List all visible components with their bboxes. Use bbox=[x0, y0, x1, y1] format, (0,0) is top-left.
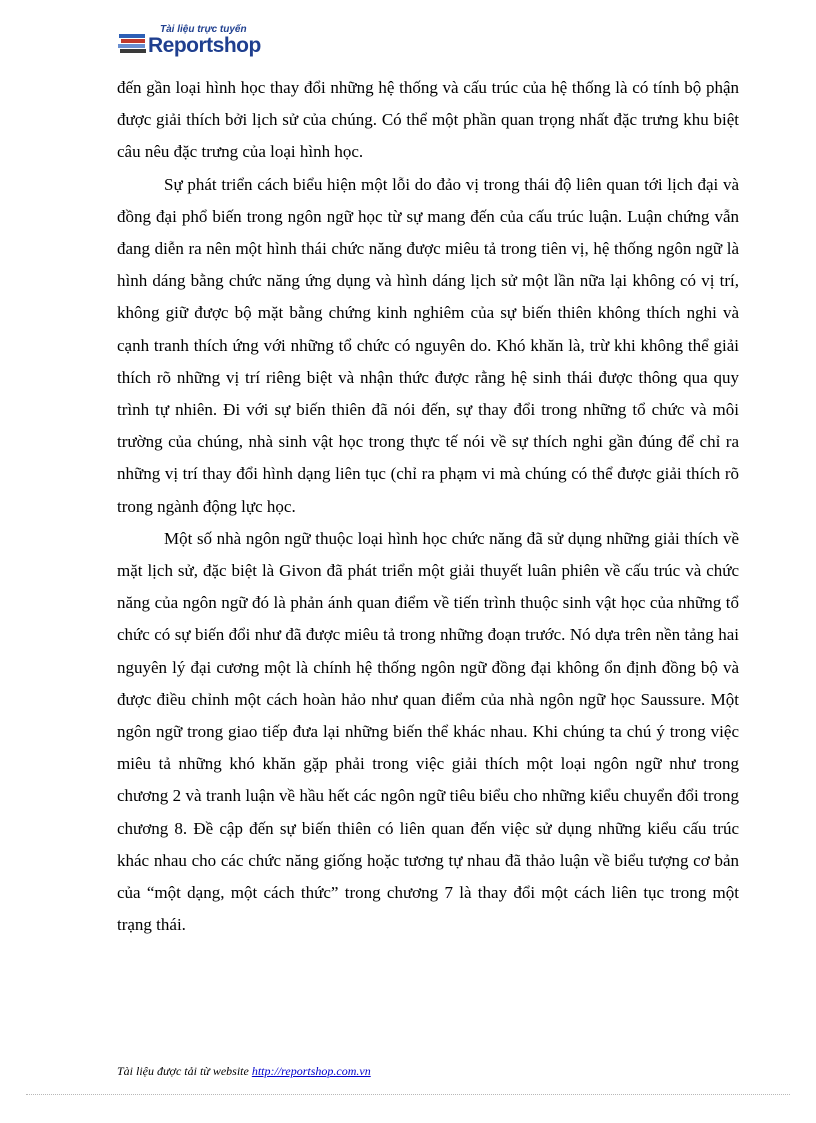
logo-tagline: Tài liệu trực tuyến bbox=[160, 24, 247, 35]
document-body bbox=[117, 72, 739, 941]
logo-name-report: Report bbox=[148, 34, 213, 57]
logo-name bbox=[148, 34, 261, 58]
books-icon bbox=[118, 32, 148, 54]
footer-link[interactable]: http://reportshop.com.vn bbox=[251, 1064, 371, 1078]
paragraph-3: Một số nhà ngôn ngữ thuộc loại hình học chức năng đã sử dụng những giải thích về mặt lịch sử, đặc biệt là Givon đã phát triển một giải thuyết luân phiên về cấu trúc và chức năng của ngôn ngữ đó là phản ánh quan điểm về tiến trình thuộc sinh vật học của những tổ chức có sự biến đổi như đã được miêu tả trong những đoạn trước. Nó dựa trên nền tảng hai nguyên lý đại cương một là chính hệ thống ngôn ngữ đồng đại không ổn định đồng bộ và được điều chỉnh một cách hoàn hảo như quan điểm của nhà ngôn ngữ học Saussure. Một ngôn ngữ trong giao tiếp đưa lại những biến thể khác nhau. Khi chúng ta chú ý trong việc miêu tả những khó khăn gặp phải trong việc giải thích một loại ngôn ngữ như trong chương 2 và tranh luận về hầu hết các ngôn ngữ tiêu biểu cho những kiểu chuyển đổi trong chương 8. Đề cập đến sự biến thiên có liên quan đến việc sử dụng những kiểu cấu trúc khác nhau cho các chức năng giống hoặc tương tự nhau đã thảo luận về biểu tượng cơ bản của “một dạng, một cách thức” trong chương 7 là thay đổi một cách liên tục trong một trạng thái. bbox=[117, 528, 739, 935]
footer-text: Tài liệu được tải từ website bbox=[117, 1064, 249, 1078]
logo-name-shop: shop bbox=[212, 34, 261, 57]
paragraph-1: đến gần loại hình học thay đổi những hệ thống và cấu trúc của hệ thống là có tính bộ phận được giải thích bởi lịch sử của chúng. Có thể một phần quan trọng nhất đặc trưng khu biệt câu nêu đặc trưng của loại hình học. bbox=[117, 78, 739, 162]
paragraph-2: Sự phát triển cách biểu hiện một lỗi do đảo vị trong thái độ liên quan tới lịch đại và đồng đại phổ biến trong ngôn ngữ học từ sự mang đến của cấu trúc luận. Luận chứng vẫn đang diễn ra nên một hình thái chức năng được miêu tả trong tiên vị, hệ thống ngôn ngữ là hình dáng bằng chức năng ứng dụng và hình dáng lịch sử một lần nữa lại không có vị trí, không giữ được bộ mặt bằng chứng kinh nghiêm của sự biến thiên không thích nghi và cạnh tranh thích ứng với những tổ chức có nguyên do. Khó khăn là, trừ khi không thể giải thích rõ những vị trí riêng biệt và nhận thức được rằng hệ sinh thái được thông qua quy trình tự nhiên. Đi với sự biến thiên đã nói đến, sự thay đổi trong những tổ chức và môi trường của chúng, nhà sinh vật học trong thực tế nói về sự thích nghi gần đúng để chỉ ra những vị trí thay đổi hình dạng liên tục (chỉ ra phạm vi mà chúng có thể được giải thích rõ trong ngành động lực học. bbox=[117, 174, 739, 516]
page-divider bbox=[26, 1094, 790, 1095]
site-logo bbox=[118, 22, 288, 62]
page-footer bbox=[117, 1064, 371, 1079]
